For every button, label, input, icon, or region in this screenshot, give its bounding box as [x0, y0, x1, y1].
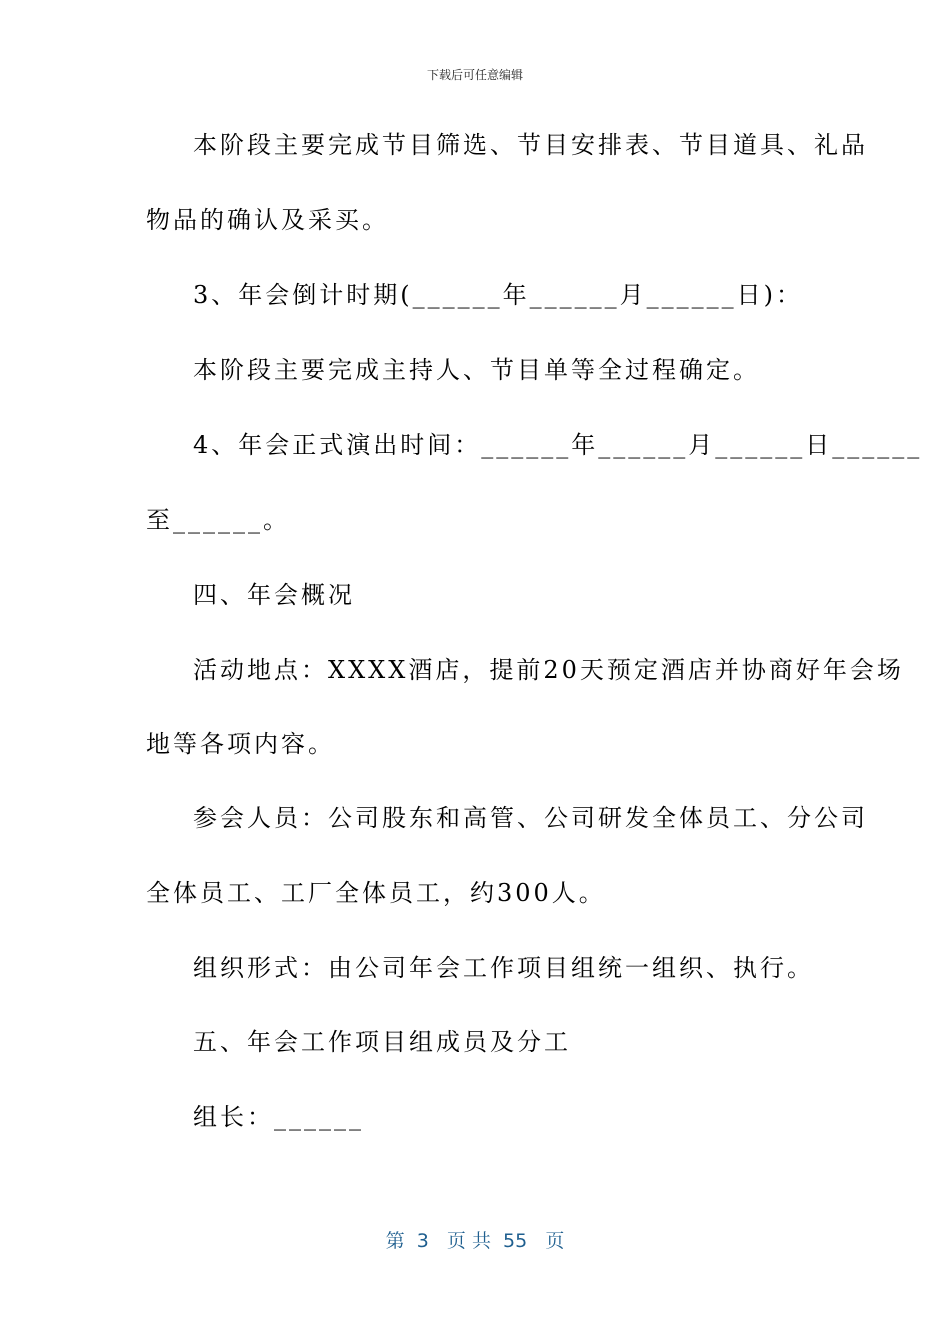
paragraph-line: 全体员工、工厂全体员工，约300人。 — [146, 879, 606, 907]
paragraph-line: 本阶段主要完成主持人、节目单等全过程确定。 — [193, 356, 760, 384]
paragraph-line: 至______。 — [146, 506, 290, 534]
section-heading: 五、年会工作项目组成员及分工 — [193, 1028, 571, 1056]
paragraph-line: 本阶段主要完成节目筛选、节目安排表、节目道具、礼品 — [193, 131, 868, 159]
paragraph-line: 参会人员：公司股东和高管、公司研发全体员工、分公司 — [193, 804, 868, 832]
paragraph-line: 地等各项内容。 — [146, 730, 335, 758]
section-line: 4、年会正式演出时间：______年______月______日______ — [193, 431, 923, 459]
paragraph-line: 组长：______ — [193, 1103, 364, 1131]
page-header-note: 下载后可任意编辑 — [426, 68, 523, 82]
paragraph-line: 活动地点：XXXX酒店，提前20天预定酒店并协商好年会场 — [193, 656, 904, 684]
paragraph-line: 组织形式：由公司年会工作项目组统一组织、执行。 — [193, 954, 814, 982]
section-heading: 四、年会概况 — [193, 581, 355, 609]
section-line: 3、年会倒计时期(______年______月______日)： — [193, 281, 803, 309]
page-number-footer: 第 3 页 共 55 页 — [385, 1230, 565, 1252]
paragraph-line: 物品的确认及采买。 — [146, 206, 389, 234]
